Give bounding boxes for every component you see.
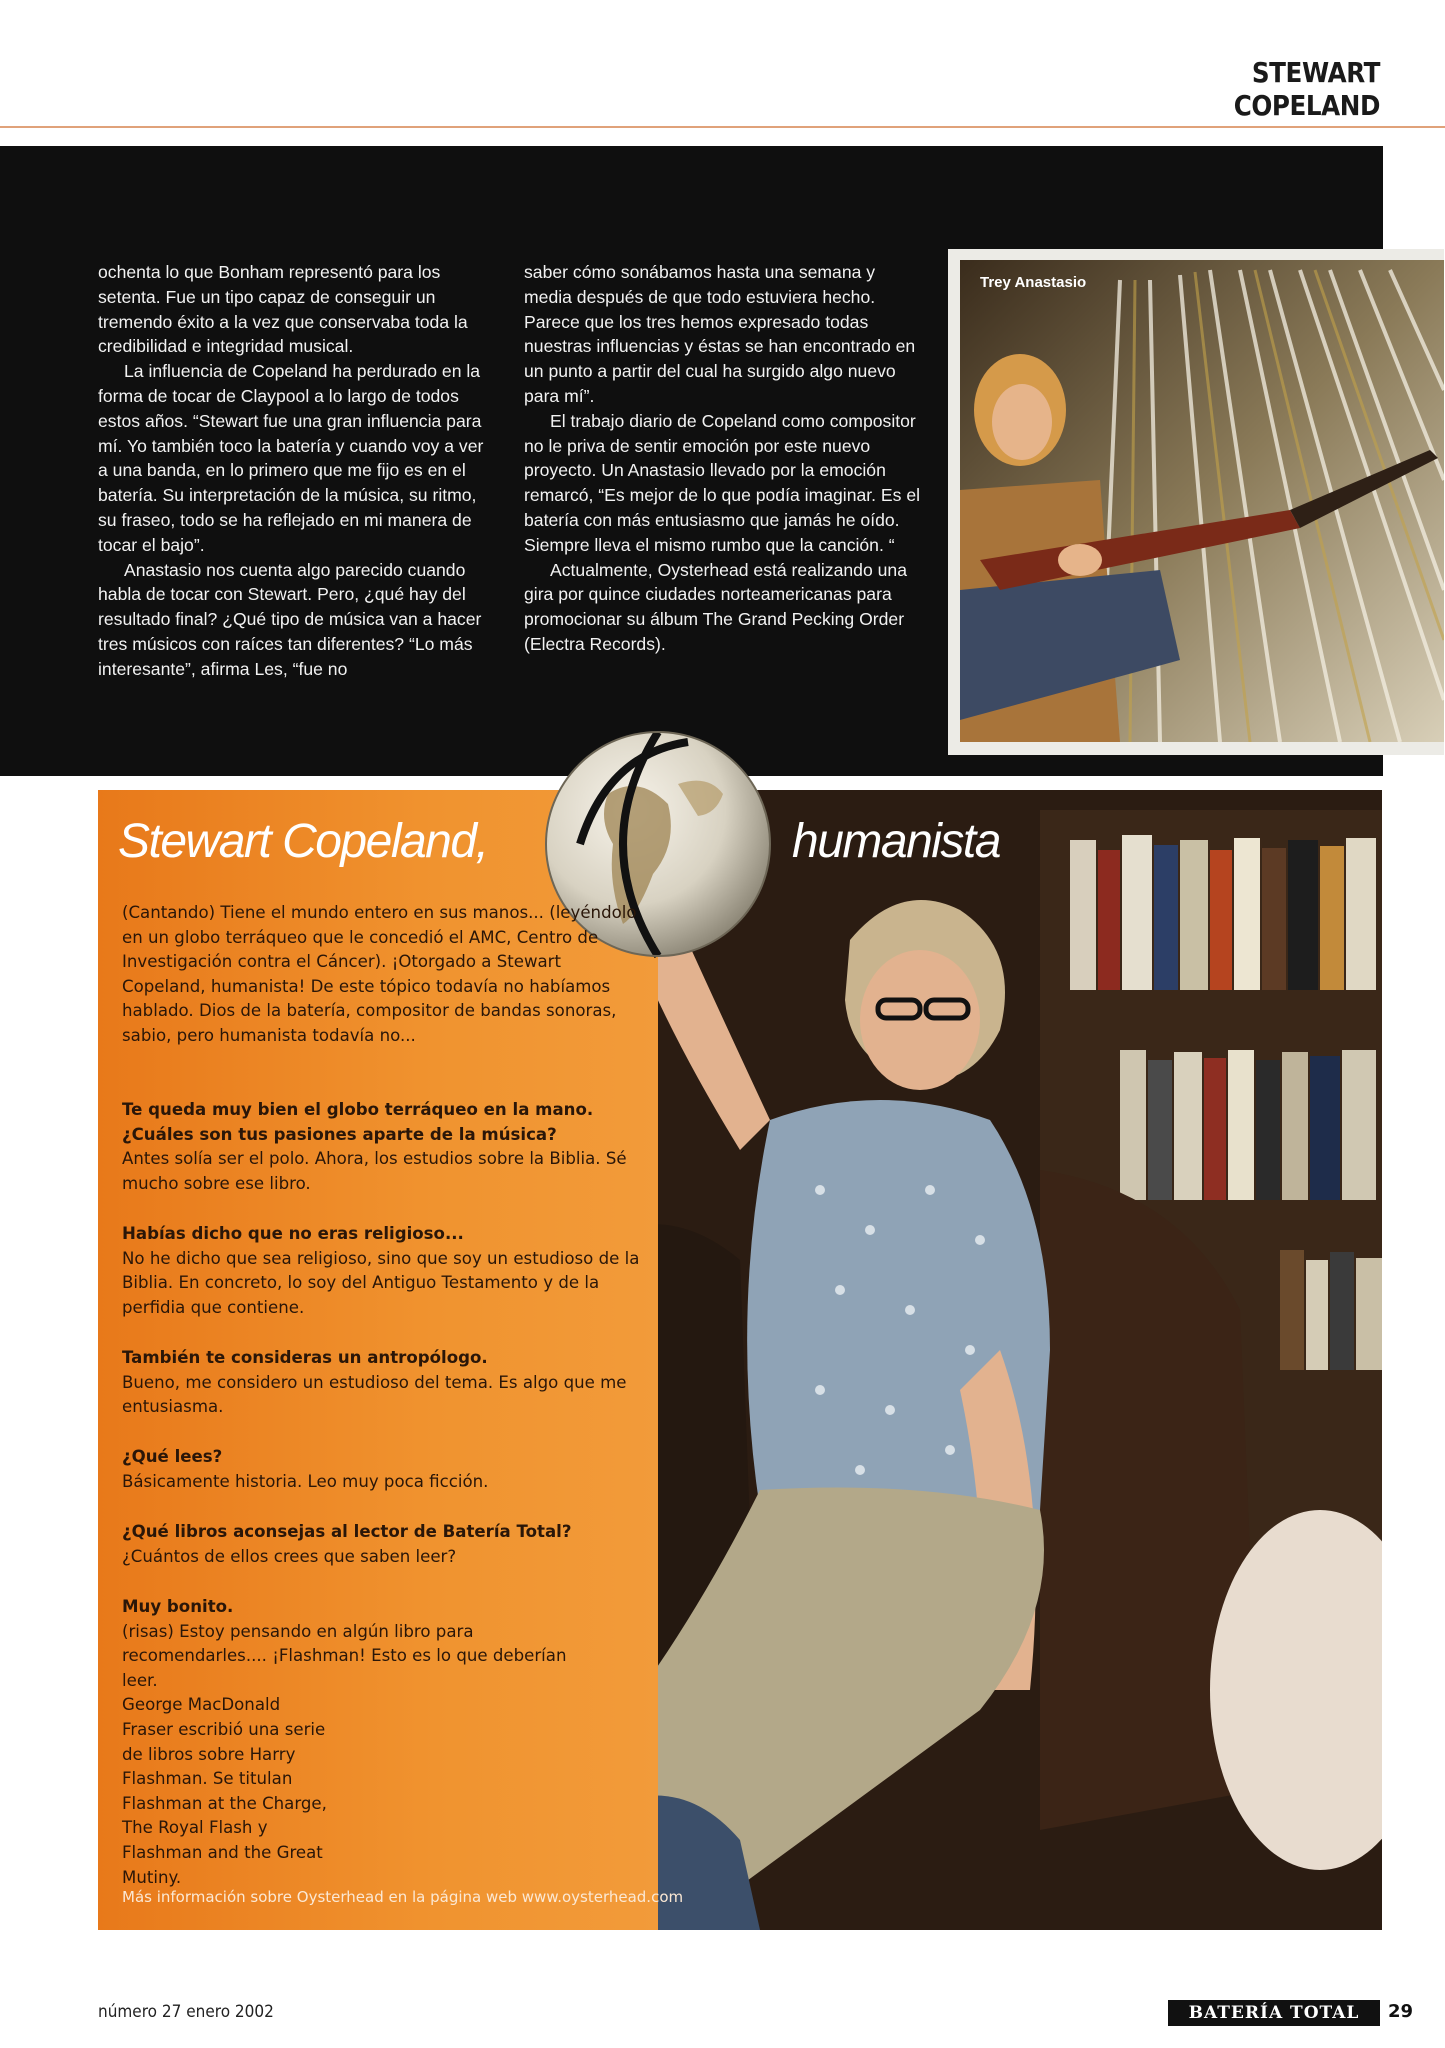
answer: Bueno, me considero un estudioso del tema. Es algo que me entusiasma. [122, 1372, 627, 1417]
question: Muy bonito. [122, 1597, 234, 1616]
more-info-line: Más información sobre Oysterhead en la página web www.oysterhead.com [122, 1888, 684, 1906]
qa-block [122, 1222, 652, 1320]
photo-caption: Trey Anastasio [980, 274, 1087, 291]
answer: Básicamente historia. Leo muy poca ficción. [122, 1471, 489, 1491]
qa-block [122, 1520, 652, 1569]
magazine-logo: BATERÍA TOTAL [1168, 2000, 1380, 2026]
paragraph: Anastasio nos cuenta algo parecido cuando habla de tocar con Stewart. Pero, ¿qué hay del resultado final? ¿Qué tipo de música van a hacer tres músicos con raíces tan diferentes? “Lo más interesante”, afirma Les, “fue no [98, 559, 482, 679]
sidebar-title-part-1: Stewart Copeland, [118, 815, 488, 868]
answer-continued: George MacDonald Fraser escribió una serie de libros sobre Harry Flashman. Se titulan Flashman at the Charge, The Royal Flash y Flashman and the Great Mutiny. [122, 1695, 327, 1887]
paragraph: saber cómo sonábamos hasta una semana y media después de que todo estuviera hecho. Parece que los tres hemos expresado todas nuestras influencias y éstas se han encontrado en un punto a partir del cual ha surgido algo nuevo para mí”. [524, 262, 916, 406]
issue-date: número 27 enero 2002 [98, 2002, 274, 2022]
article-column-2 [524, 260, 924, 657]
answer: ¿Cuántos de ellos crees que saben leer? [122, 1546, 457, 1566]
trey-anastasio-photo [960, 260, 1444, 742]
paragraph: ochenta lo que Bonham representó para los setenta. Fue un tipo capaz de conseguir un tremendo éxito a la vez que conservaba toda la credibilidad e integridad musical. [98, 262, 468, 357]
paragraph: El trabajo diario de Copeland como compositor no le priva de sentir emoción por este nuevo proyecto. Un Anastasio llevado por la emoción remarcó, “Es mejor de lo que podía imaginar. Es el batería con más entusiasmo que jamás he oído. Siempre lleva el mismo rumbo que la canción. “ [524, 410, 921, 555]
sidebar-title-part-2: humanista [792, 815, 1000, 868]
answer: (risas) Estoy pensando en algún libro para recomendarles.... ¡Flashman! Esto es lo que deberían leer. [122, 1621, 567, 1690]
qa-block [122, 1445, 652, 1494]
answer: Antes solía ser el polo. Ahora, los estudios sobre la Biblia. Sé mucho sobre ese libro. [122, 1149, 627, 1193]
qa-block [122, 1595, 602, 1890]
question: Te queda muy bien el globo terráqueo en la mano. ¿Cuáles son tus pasiones aparte de la música? [122, 1100, 594, 1144]
question: Habías dicho que no eras religioso... [122, 1224, 464, 1243]
qa-block [122, 1098, 652, 1196]
header-rule [0, 126, 1445, 128]
page-number: 29 [1388, 2001, 1414, 2022]
question: ¿Qué libros aconsejas al lector de Batería Total? [122, 1522, 572, 1541]
qa-block [122, 1346, 652, 1420]
paragraph: Actualmente, Oysterhead está realizando una gira por quince ciudades norteamericanas para promocionar su álbum The Grand Pecking Order (Electra Records). [524, 559, 907, 654]
article-column-1 [98, 260, 490, 682]
answer: No he dicho que sea religioso, sino que soy un estudioso de la Biblia. En concreto, lo soy del Antiguo Testamento y de la perfidia que contiene. [122, 1248, 640, 1317]
question: ¿Qué lees? [122, 1447, 223, 1466]
question: También te consideras un antropólogo. [122, 1348, 488, 1367]
interview-intro: (Cantando) Tiene el mundo entero en sus manos... (leyéndolo en un globo terráqueo que le concedió el AMC, Centro de Investigación contra el Cáncer). ¡Otorgado a Stewart Copeland, humanista! De este tópico todavía no habíamos hablado. Dios de la batería, compositor de bandas sonoras, sabio, pero humanista todavía no... [122, 903, 637, 1045]
running-head: STEWART COPELAND [1233, 56, 1380, 122]
paragraph: La influencia de Copeland ha perdurado en la forma de tocar de Claypool a lo largo de todos estos años. “Stewart fue una gran influencia para mí. Yo también toco la batería y cuando voy a ver a una banda, en lo primero que me fijo es en el batería. Su interpretación de la música, su ritmo, su fraseo, todo se ha reflejado en mi manera de tocar el bajo”. [98, 361, 484, 555]
